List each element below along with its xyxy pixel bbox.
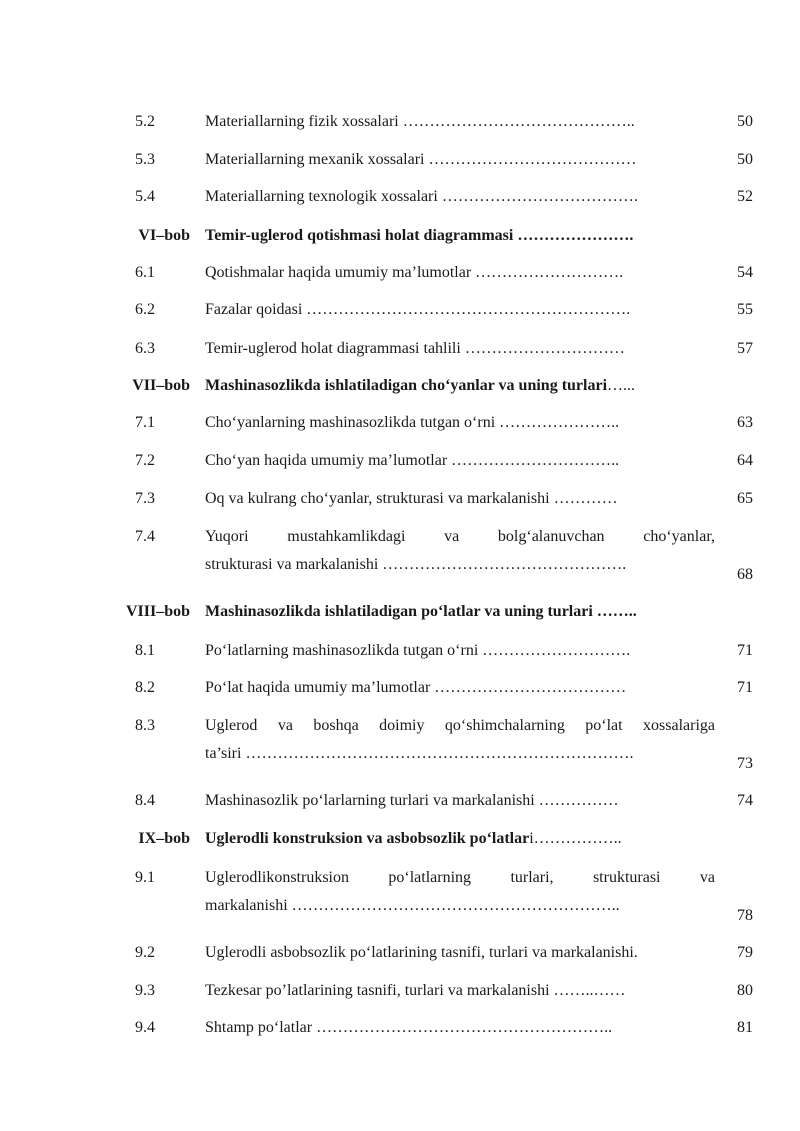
section-number: 6.2 xyxy=(135,301,155,318)
page-number: 65 xyxy=(737,490,753,507)
title-text: Temir-uglerod holat diagrammasi tahlili ………………………… xyxy=(205,340,625,357)
title-text: Cho‘yanlarning mashinasozlikda tutgan o‘rni ………………….. xyxy=(205,414,620,431)
title-text: Po‘lat haqida umumiy ma’lumotlar ……………………………… xyxy=(205,679,627,696)
section-title xyxy=(205,678,715,698)
section-title xyxy=(205,527,715,575)
title-leader-dots: …... xyxy=(607,377,636,394)
section-number: 9.4 xyxy=(135,1019,155,1036)
page-number: 55 xyxy=(737,301,753,318)
section-title xyxy=(205,1018,715,1038)
page-number: 50 xyxy=(737,151,753,168)
title-text: Fazalar qoidasi ……………………………………………………. xyxy=(205,301,631,318)
section-number: 6.3 xyxy=(135,340,155,357)
page-number: 74 xyxy=(737,792,753,809)
title-text: Uglerodli konstruksion va asbobsozlik po‘latlar xyxy=(205,830,530,847)
section-title xyxy=(205,300,715,320)
section-title xyxy=(205,489,715,509)
section-number: 7.3 xyxy=(135,490,155,507)
section-title xyxy=(205,791,715,811)
title-text: Temir-uglerod qotishmasi holat diagrammasi …………………. xyxy=(205,227,634,244)
title-text: Cho‘yan haqida umumiy ma’lumotlar ………………………….. xyxy=(205,452,620,469)
section-number: 8.4 xyxy=(135,792,155,809)
section-title-line-1: Uglerodlikonstruksion po‘latlarning turlari, strukturasi va xyxy=(205,869,715,886)
section-number: 7.4 xyxy=(135,528,155,545)
section-number: 8.2 xyxy=(135,679,155,696)
page-number: 54 xyxy=(737,264,753,281)
section-title-line-2: strukturasi va markalanishi ………………………………………. xyxy=(205,556,627,573)
chapter-number: VI–bob xyxy=(138,227,190,244)
page-number: 71 xyxy=(737,642,753,659)
page-number: 71 xyxy=(737,679,753,696)
chapter-number: VIII–bob xyxy=(125,603,190,620)
section-title xyxy=(205,981,715,1001)
section-title xyxy=(205,641,715,661)
title-text: Po‘latlarning mashinasozlikda tutgan o‘rni ………………………. xyxy=(205,642,631,659)
title-text: Tezkesar po’latlarining tasnifi, turlari va markalanishi ……..…… xyxy=(205,982,626,999)
section-title xyxy=(205,150,715,170)
title-text: Mashinasozlikda ishlatiladigan po‘latlar va uning turlari …….. xyxy=(205,603,637,620)
section-title xyxy=(205,868,715,916)
section-number: 7.1 xyxy=(135,414,155,431)
section-number: 8.3 xyxy=(135,717,155,734)
section-title xyxy=(205,263,715,283)
section-number: 9.2 xyxy=(135,944,155,961)
section-number: 5.3 xyxy=(135,151,155,168)
title-text: Materiallarning mexanik xossalari ………………………………… xyxy=(205,151,637,168)
page-number: 63 xyxy=(737,414,753,431)
section-title-line-1: Uglerod va boshqa doimiy qo‘shimchalarning po‘lat xossalariga xyxy=(205,717,715,734)
page-number: 78 xyxy=(737,907,753,924)
title-text: Materiallarning fizik xossalari …………………………………….. xyxy=(205,113,635,130)
page-number: 64 xyxy=(737,452,753,469)
page-number: 73 xyxy=(737,755,753,772)
section-number: 9.1 xyxy=(135,869,155,886)
title-text: Qotishmalar haqida umumiy ma’lumotlar ………………………. xyxy=(205,264,624,281)
page-number: 68 xyxy=(737,566,753,583)
section-title-line-2: ta’siri ………………………………………………………………. xyxy=(205,745,634,762)
chapter-title xyxy=(205,226,715,246)
title-leader-dots: i…………….. xyxy=(529,830,622,847)
page-number: 50 xyxy=(737,113,753,130)
page-number: 57 xyxy=(737,340,753,357)
chapter-title xyxy=(205,602,715,622)
section-number: 5.4 xyxy=(135,188,155,205)
chapter-number: VII–bob xyxy=(132,377,190,394)
section-title xyxy=(205,187,715,207)
section-number: 7.2 xyxy=(135,452,155,469)
section-number: 5.2 xyxy=(135,113,155,130)
section-number: 9.3 xyxy=(135,982,155,999)
chapter-title xyxy=(205,829,715,849)
section-title xyxy=(205,943,715,963)
title-text: Uglerodli asbobsozlik po‘latlarining tasnifi, turlari va markalanishi. xyxy=(205,944,638,961)
section-number: 6.1 xyxy=(135,264,155,281)
section-title xyxy=(205,716,715,764)
section-title xyxy=(205,339,715,359)
title-text: Shtamp po‘latlar ……………………………………………….. xyxy=(205,1019,613,1036)
section-title xyxy=(205,413,715,433)
section-number: 8.1 xyxy=(135,642,155,659)
page-number: 81 xyxy=(737,1019,753,1036)
chapter-title xyxy=(205,376,715,396)
section-title-line-2: markalanishi …………………………………………………….. xyxy=(205,897,620,914)
section-title-line-1: Yuqori mustahkamlikdagi va bolg‘alanuvchan cho‘yanlar, xyxy=(205,528,715,545)
page-number: 79 xyxy=(737,944,753,961)
page-number: 52 xyxy=(737,188,753,205)
title-text: Mashinasozlikda ishlatiladigan cho‘yanlar va uning turlari xyxy=(205,377,608,394)
section-title xyxy=(205,451,715,471)
chapter-number: IX–bob xyxy=(138,830,190,847)
title-text: Oq va kulrang cho‘yanlar, strukturasi va markalanishi ………… xyxy=(205,490,618,507)
title-text: Mashinasozlik po‘larlarning turlari va markalanishi …………… xyxy=(205,792,619,809)
title-text: Materiallarning texnologik xossalari ………………………………. xyxy=(205,188,638,205)
section-title xyxy=(205,112,715,132)
page-number: 80 xyxy=(737,982,753,999)
